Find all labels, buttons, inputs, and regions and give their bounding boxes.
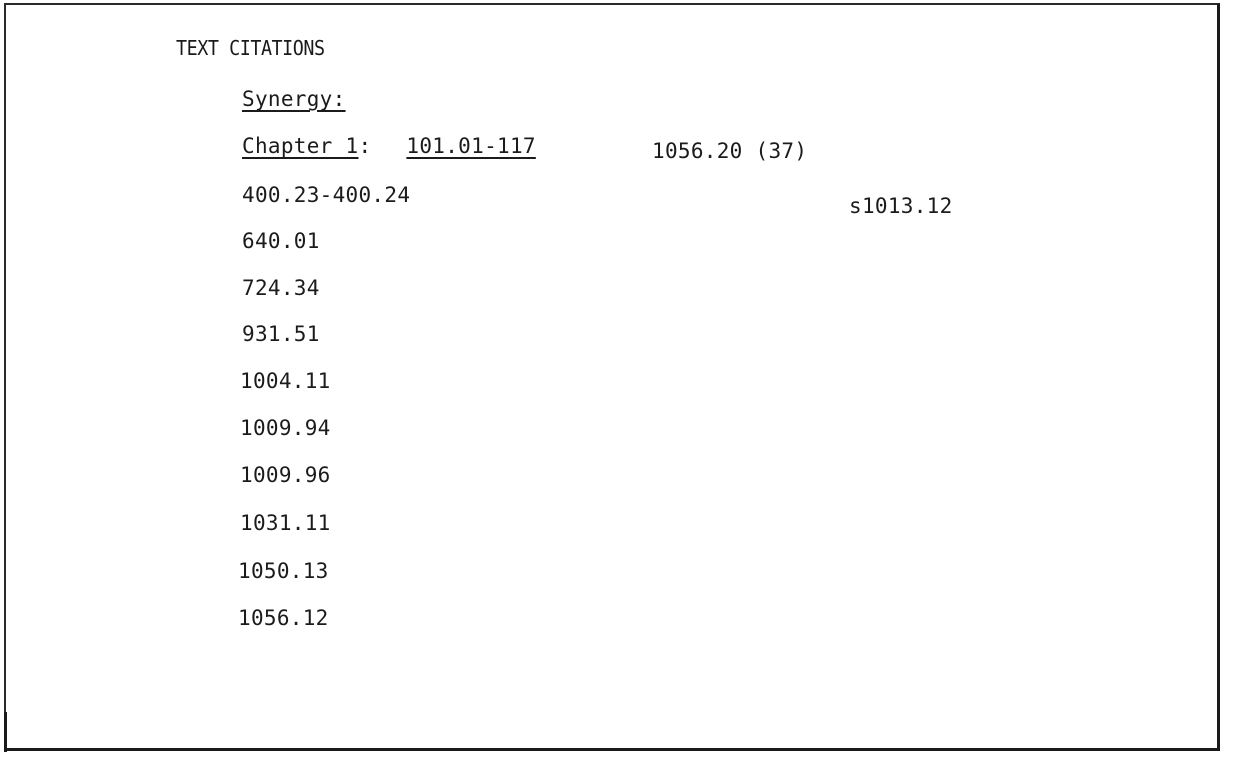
chapter-label: Chapter 1 bbox=[242, 134, 359, 158]
index-card bbox=[4, 3, 1220, 751]
citation-item: 1009.96 bbox=[240, 463, 331, 487]
chapter-line bbox=[242, 136, 536, 157]
citation-col2-item: 1056.20 (37) bbox=[652, 139, 808, 163]
citation-item: 1031.11 bbox=[240, 511, 331, 535]
citation-item: 1009.94 bbox=[240, 416, 331, 440]
citation-item: 1056.12 bbox=[238, 606, 329, 630]
citation-col3-item: s1013.12 bbox=[849, 194, 953, 218]
section-heading: TEXT CITATIONS bbox=[176, 36, 325, 60]
citation-item: 640.01 bbox=[242, 229, 320, 253]
chapter-separator: : bbox=[358, 134, 372, 158]
topic-title: Synergy: bbox=[242, 87, 346, 111]
citation-item: 931.51 bbox=[242, 322, 320, 346]
citation-item: 1050.13 bbox=[238, 559, 329, 583]
citation-item: 1004.11 bbox=[240, 369, 331, 393]
citation-item: 400.23-400.24 bbox=[242, 183, 411, 207]
citation-item: 724.34 bbox=[242, 276, 320, 300]
card-edge-mark bbox=[4, 712, 17, 752]
chapter-range: 101.01-117 bbox=[406, 134, 536, 158]
